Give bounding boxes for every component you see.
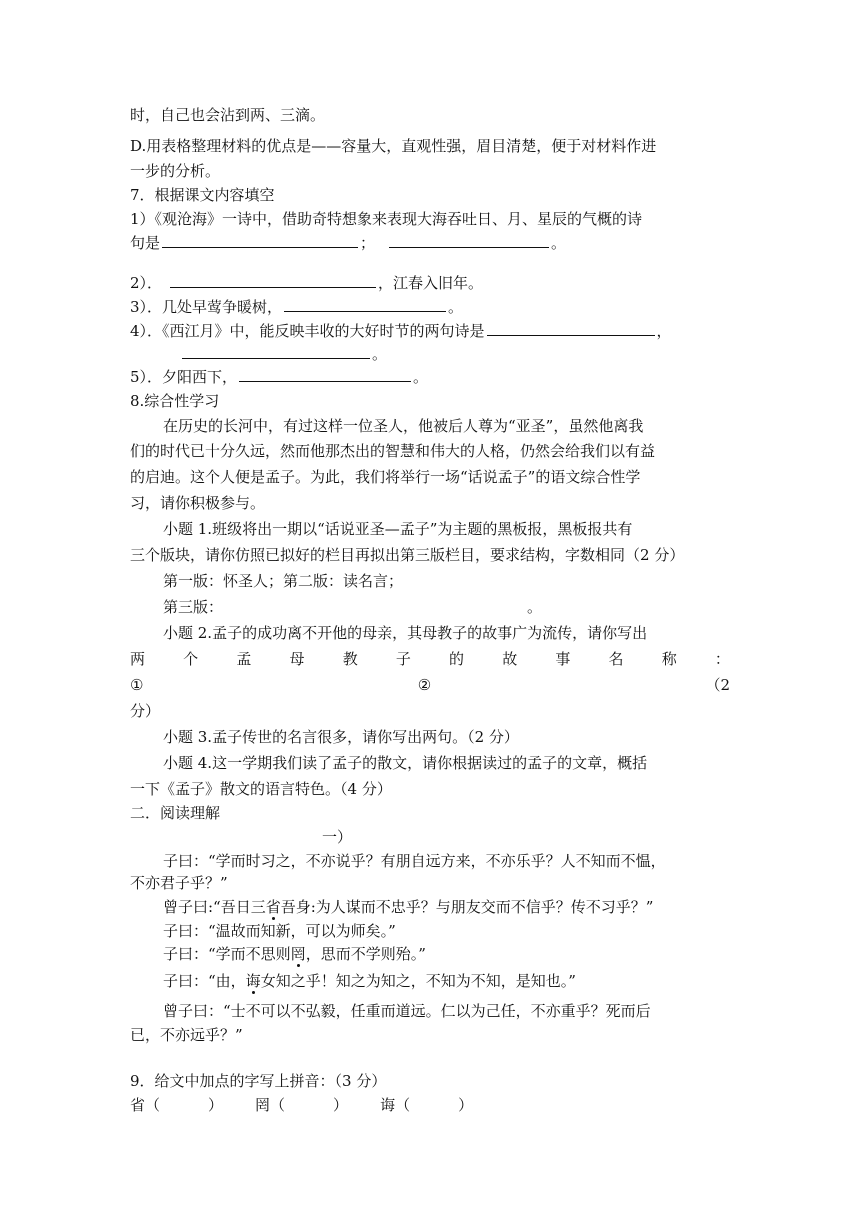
question-9-answers — [130, 1094, 473, 1116]
subquestion-2-answer — [130, 674, 730, 696]
answer-blank[interactable] — [182, 343, 370, 359]
answer-blank[interactable] — [170, 272, 376, 288]
subquestion-1-answer — [163, 596, 542, 618]
answer-blank[interactable] — [487, 320, 655, 336]
label: ） — [208, 1096, 224, 1114]
dotted-character: 罔 — [290, 945, 306, 963]
text-line: 的启迪。这个人便是孟子。为此，我们将举行一场“话说孟子”的语文综合性学 — [130, 468, 641, 486]
q7-item-4-line2 — [180, 343, 387, 365]
spread-text-line — [130, 648, 730, 670]
label: 第三版： — [163, 598, 224, 616]
label: 。 — [372, 345, 388, 363]
q7-item-1-answer — [130, 232, 566, 254]
section-2-title: 二．阅读理解 — [130, 804, 221, 822]
q7-item-4 — [130, 320, 672, 342]
text-line: 习，请你积极参与。 — [130, 494, 266, 512]
q7-item-2 — [130, 272, 483, 294]
label: ） — [333, 1096, 349, 1114]
subquestion-2: 小题 2.孟子的成功离不开他的母亲，其母教子的故事广为流传，请你写出 — [163, 624, 648, 642]
text-line: 在历史的长河中，有过这样一位圣人，他被后人尊为“亚圣”，虽然他离我 — [163, 417, 644, 435]
answer-blank[interactable] — [239, 366, 411, 382]
label: ，江春入旧年。 — [378, 274, 484, 292]
label: 。 — [413, 368, 429, 386]
label: 省（ — [130, 1096, 161, 1114]
spread-character: 称 — [661, 650, 677, 668]
spread-character: 子 — [395, 650, 411, 668]
label: 。 — [448, 298, 464, 316]
dotted-character: 诲 — [245, 972, 261, 990]
classical-text-line: 子曰：“学而时习之，不亦说乎？有朋自远方来，不亦乐乎？人不知而不愠， — [163, 852, 666, 870]
label: ① — [130, 676, 144, 694]
label: 。 — [527, 598, 543, 616]
spread-text-line — [130, 674, 730, 696]
text-line: 们的时代已十分久远，然而他那杰出的智慧和伟大的人格，仍然会给我们以有益 — [130, 442, 656, 460]
label: 4）．《西江月》中，能反映丰收的大好时节的两句诗是 — [130, 322, 485, 340]
label: 3）．几处早莺争暖树， — [130, 298, 283, 316]
q7-item-3 — [130, 296, 463, 318]
text-segment: 曾子曰:“吾日三 — [163, 898, 266, 916]
classical-text-line: 不亦君子乎？” — [130, 874, 228, 892]
spread-character: 母 — [289, 650, 305, 668]
label: 罔（ — [255, 1096, 286, 1114]
subquestion-4: 小题 4.这一学期我们读了孟子的散文，请你根据读过的孟子的文章，概括 — [163, 754, 648, 772]
label: 。 — [551, 234, 567, 252]
text-segment: 子曰：“学而不思则 — [163, 945, 291, 963]
label: 句是 — [130, 234, 161, 252]
spread-character: 个 — [183, 650, 199, 668]
text-line: 一步的分析。 — [130, 162, 221, 180]
classical-text-line: 曾子曰：“士不可以不弘毅，任重而道远。仁以为己任，不亦重乎？死而后 — [163, 1002, 651, 1020]
classical-text-line: 子曰：“温故而知新，可以为师矣。” — [163, 922, 396, 940]
question-9: 9．给文中加点的字写上拼音：（3 分） — [130, 1072, 387, 1090]
label: ； — [360, 234, 376, 252]
question-8-title: 8.综合性学习 — [130, 392, 220, 410]
label: ， — [656, 322, 672, 340]
label: ） — [458, 1096, 474, 1114]
text-line: D.用表格整理材料的优点是——容量大，直观性强，眉目清楚，便于对材料作进 — [130, 137, 657, 155]
spread-character: 两 — [130, 650, 146, 668]
spread-character: 孟 — [236, 650, 252, 668]
classical-text-line — [163, 943, 426, 965]
answer-blank[interactable] — [162, 232, 358, 248]
text-line: 分） — [130, 702, 161, 720]
text-segment: 子曰：“由， — [163, 972, 246, 990]
classical-text-line: 已，不亦远乎？” — [130, 1026, 243, 1044]
label: ② — [417, 676, 432, 694]
dotted-character: 省 — [265, 898, 281, 916]
subquestion-3: 小题 3.孟子传世的名言很多，请你写出两句。（2 分） — [163, 728, 519, 746]
text-segment: ，思而不学则殆。” — [305, 945, 426, 963]
q7-item-5 — [130, 366, 428, 388]
text-line: 三个版块，请你仿照已拟好的栏目再拟出第三版栏目，要求结构，字数相同（2 分） — [130, 546, 685, 564]
label: 5）．夕阳西下， — [130, 368, 238, 386]
text-segment: 女知之乎！知之为知之，不知为不知，是知也。” — [260, 972, 576, 990]
spread-character: 故 — [502, 650, 518, 668]
text-line: 一下《孟子》散文的语言特色。（4 分） — [130, 780, 392, 798]
text-line: 时，自己也会沾到两、三滴。 — [130, 106, 326, 124]
label: （2 — [705, 676, 730, 694]
text-line — [130, 648, 730, 670]
spread-character: 的 — [449, 650, 465, 668]
classical-text-line — [163, 896, 653, 918]
classical-text-line — [163, 970, 576, 992]
text-line: 第一版：怀圣人；第二版：读名言； — [163, 572, 404, 590]
spread-character: 名 — [608, 650, 624, 668]
answer-blank[interactable] — [389, 232, 549, 248]
subsection-title: 一） — [322, 828, 353, 846]
label: 2）． — [130, 274, 163, 292]
text-segment: 吾身:为人谋而不忠乎？与朋友交而不信乎？传不习乎？” — [280, 898, 654, 916]
label: 诲（ — [380, 1096, 411, 1114]
q7-item-1: 1）《观沧海》一诗中，借助奇特想象来表现大海吞吐日、月、星辰的气概的诗 — [130, 210, 643, 228]
subquestion-1: 小题 1.班级将出一期以“话说亚圣—孟子”为主题的黑板报，黑板报共有 — [163, 520, 633, 538]
spread-character: 教 — [342, 650, 358, 668]
spread-character: ： — [714, 650, 730, 668]
question-7-title: 7．根据课文内容填空 — [130, 186, 275, 204]
answer-blank[interactable] — [284, 296, 446, 312]
spread-character: 事 — [555, 650, 571, 668]
